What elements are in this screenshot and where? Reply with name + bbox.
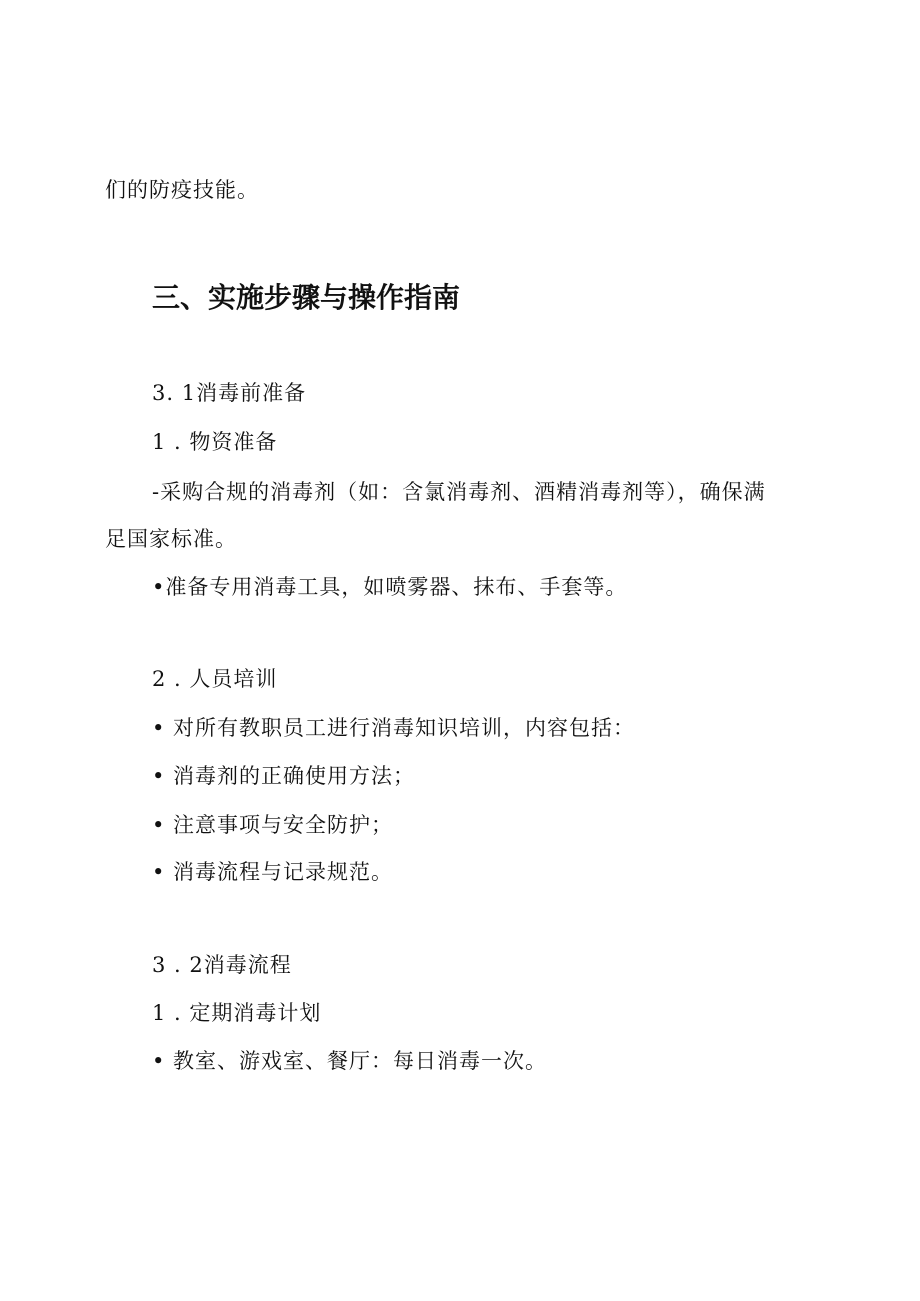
- list-item: • 消毒剂的正确使用方法；: [152, 764, 416, 788]
- continuation-text: 们的防疫技能。: [105, 178, 259, 202]
- list-item: • 消毒流程与记录规范。: [152, 860, 394, 884]
- list-item: • 对所有教职员工进行消毒知识培训，内容包括：: [152, 716, 636, 740]
- list-item: • 教室、游戏室、餐厅：每日消毒一次。: [152, 1049, 548, 1073]
- list-item: • 注意事项与安全防护；: [152, 813, 394, 837]
- subsection-title-3-2: 3 . 2消毒流程: [152, 953, 292, 977]
- paragraph-line: •准备专用消毒工具，如喷雾器、抹布、手套等。: [152, 575, 628, 599]
- paragraph-line: -采购合规的消毒剂（如：含氯消毒剂、酒精消毒剂等），确保满: [152, 480, 766, 504]
- section-heading: 三、实施步骤与操作指南: [152, 281, 461, 314]
- item-title-training: 2 . 人员培训: [152, 667, 278, 691]
- item-title-schedule: 1 . 定期消毒计划: [152, 1001, 322, 1025]
- item-title-materials: 1 . 物资准备: [152, 430, 278, 454]
- subsection-title-3-1: 3. 1消毒前准备: [152, 381, 307, 405]
- paragraph-line: 足国家标准。: [105, 527, 237, 551]
